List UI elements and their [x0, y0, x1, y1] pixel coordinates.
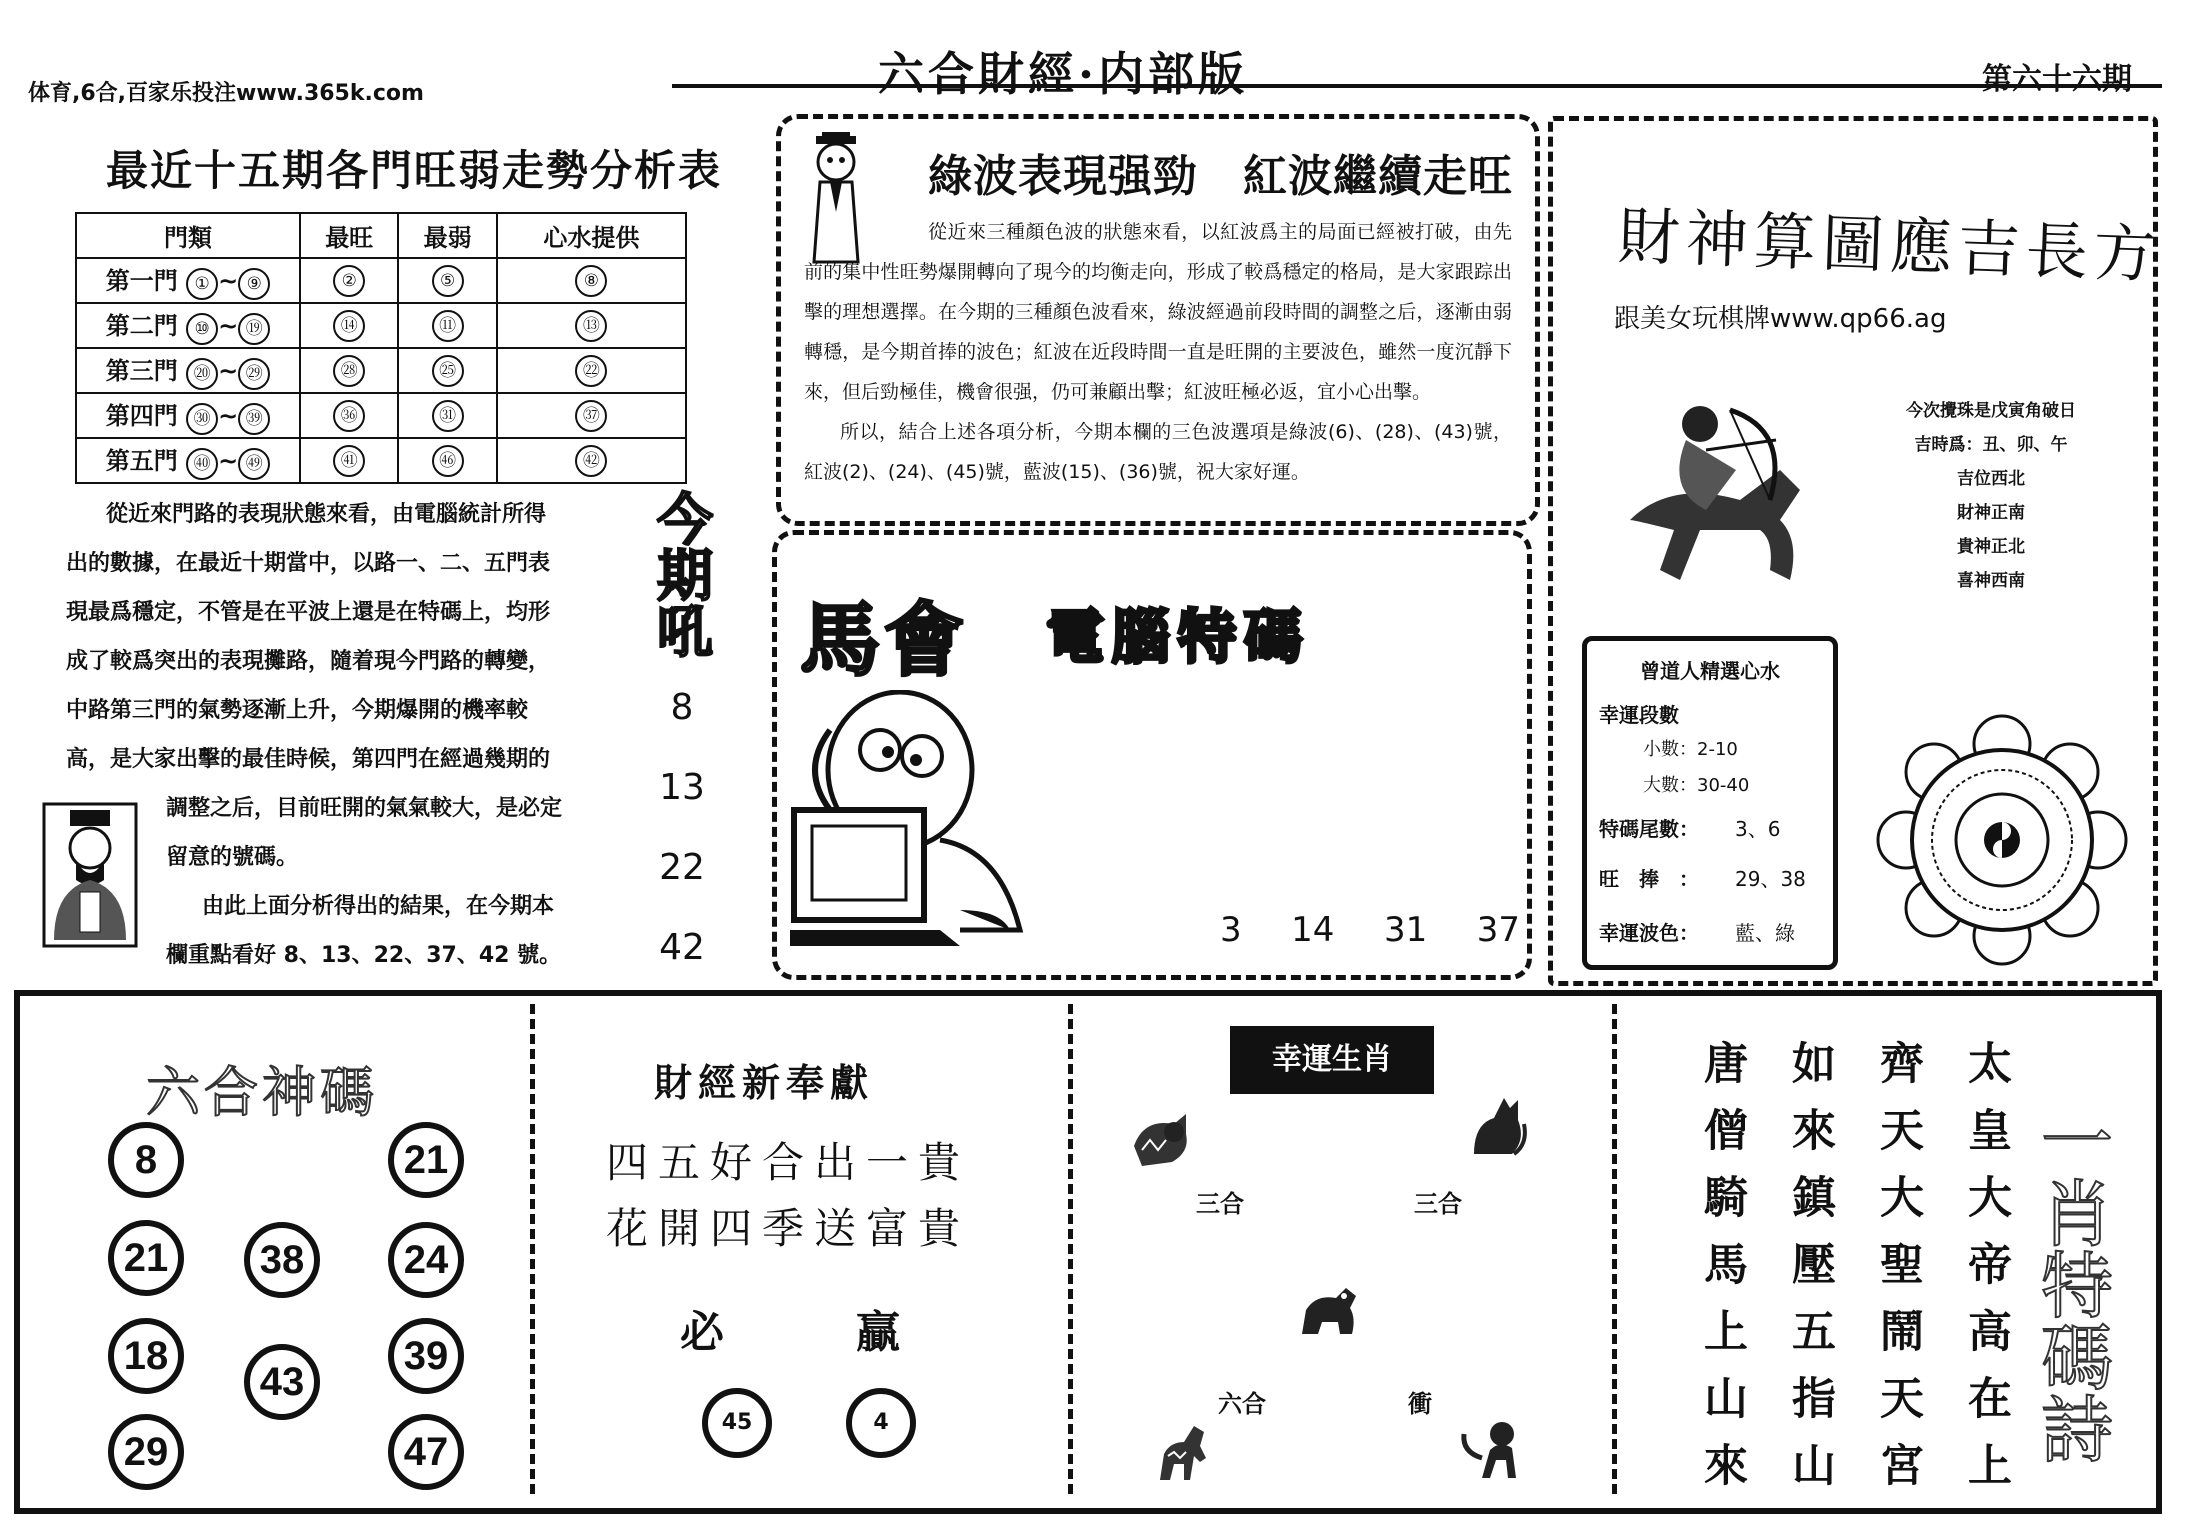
- analysis-title: 最近十五期各門旺弱走勢分析表: [106, 146, 723, 195]
- large-range: 大數：30-40: [1643, 775, 1750, 796]
- tip-cell: ㊷: [497, 438, 686, 483]
- divider: [1612, 1004, 1617, 1494]
- side-number: 13: [659, 767, 705, 808]
- sanhe-label-right: 三合: [1414, 1190, 1462, 1218]
- color-value: 藍、綠: [1735, 921, 1795, 945]
- max-cell: ㉘: [300, 348, 398, 393]
- column-header: 最旺: [300, 213, 398, 258]
- max-cell: ⑭: [300, 303, 398, 348]
- side-numbers: [642, 668, 722, 988]
- horse-title: 馬會: [800, 593, 968, 687]
- shenma-ball: 21: [108, 1220, 184, 1296]
- god-ad: 跟美女玩棋牌www.qp66.ag: [1614, 304, 1947, 334]
- divider: [530, 1004, 535, 1494]
- archer-rider-icon: [1590, 370, 1850, 620]
- wang-label: 旺 捧 ：: [1599, 867, 1699, 891]
- masthead: 六合財經·内部版: [878, 47, 1249, 101]
- tip-cell: ⑬: [497, 303, 686, 348]
- shenma-ball: 39: [388, 1318, 464, 1394]
- sanhe-label-left: 三合: [1196, 1190, 1244, 1218]
- column-header: 門類: [76, 213, 300, 258]
- max-cell: ②: [300, 258, 398, 303]
- color-label: 幸運波色：: [1599, 921, 1699, 945]
- shenma-ball: 8: [108, 1122, 184, 1198]
- wave-title: 綠波表現强勁 紅波繼續走旺: [928, 151, 1513, 202]
- row-label: 第三門 ⑳ ~ ㉙: [76, 348, 300, 393]
- god-info: 今次攪珠是戊寅角破日 吉時爲：丑、卯、午 吉位西北 財神正南 貴神正北 喜神西南: [1906, 401, 2076, 591]
- lucky-ball: 4: [846, 1388, 916, 1458]
- row-label: 第二門 ⑩ ~ ⑲: [76, 303, 300, 348]
- analysis-table: [75, 212, 687, 484]
- min-cell: ㉕: [398, 348, 496, 393]
- zodiac-title: 幸運生肖: [1230, 1026, 1434, 1094]
- lucky-ball: 45: [702, 1388, 772, 1458]
- poem-column: 太皇大帝高在上: [1960, 1040, 2011, 1509]
- lucky-label: 幸運段數: [1599, 703, 1679, 727]
- min-cell: ⑪: [398, 303, 496, 348]
- shenma-title: 六合神碼: [146, 1061, 378, 1124]
- bi-char: 必: [680, 1307, 724, 1358]
- table-row: [76, 303, 686, 348]
- cartoon-computer-icon: [790, 690, 1050, 950]
- column-header: 心水提供: [497, 213, 686, 258]
- chong-label: 衝: [1408, 1390, 1432, 1418]
- tip-cell: ㉒: [497, 348, 686, 393]
- poem-column: 唐僧騎馬上山來: [1696, 1040, 1747, 1509]
- god-title: 財神算圖應吉長方: [1616, 199, 2163, 292]
- min-cell: ㊻: [398, 438, 496, 483]
- analysis-paragraph: 從近來門路的表現狀態來看，由電腦統計所得 出的數據，在最近十期當中，以路一、二、五門表 現最爲穩定，不管是在平波上還是在特碼上，均形 成了較爲突出的表現攤路，隨着現今門路的轉變， 中路第三門的氣勢逐漸上升，今期爆開的機率較 高，是大家出擊的最佳時候，第四門在經過幾期的 調整之后，目前旺開的氣氣較大，是必定 留意的號碼。 由此上面分析得出的結果，在今期本 欄重點看好 8、13、22、37、42 號。: [66, 502, 563, 968]
- horse-number: 37: [1476, 910, 1520, 950]
- max-cell: ㊶: [300, 438, 398, 483]
- side-number: 42: [659, 927, 705, 968]
- small-range: 小數：2-10: [1643, 739, 1738, 760]
- ying-char: 贏: [856, 1307, 900, 1358]
- horse-number: 31: [1383, 910, 1428, 950]
- computer-code-title: 電腦特碼: [1046, 603, 1311, 671]
- row-label: 第五門 ㊵ ~ ㊾: [76, 438, 300, 483]
- table-row: [76, 258, 686, 303]
- tip-cell: ㊲: [497, 393, 686, 438]
- divider: [1068, 1004, 1073, 1494]
- poem-column: 如來鎮壓五指山: [1784, 1040, 1835, 1509]
- dog-icon: [1296, 1284, 1366, 1340]
- horse-number: 14: [1291, 910, 1335, 950]
- shenma-ball: 43: [244, 1344, 320, 1420]
- row-label: 第四門 ㉚ ~ ㊴: [76, 393, 300, 438]
- tail-label: 特碼尾數：: [1599, 817, 1699, 841]
- monkey-icon: [1458, 1418, 1528, 1484]
- row-label: 第一門 ① ~ ⑨: [76, 258, 300, 303]
- left-ad: 体育,6合,百家乐投注www.365k.com: [28, 81, 424, 106]
- tail-value: 3、6: [1735, 817, 1781, 841]
- min-cell: ⑤: [398, 258, 496, 303]
- side-title: 今期吼: [648, 490, 714, 658]
- table-row: [76, 438, 686, 483]
- wave-paragraph: 從近來三種顏色波的狀態來看，以紅波爲主的局面已經被打破，由先前的集中性旺勢爆開轉向了現今的均衡走向，形成了較爲穩定的格局，是大家跟踪出擊的理想選擇。在今期的三種顏色波看來，綠波經過前段時間的調整之后，逐漸由弱轉穩，是今期首捧的波色；紅波在近段時間一直是旺開的主要波色，雖然一度沉靜下來，但后勁極佳，機會很强，仍可兼顧出擊；紅波旺極必返，宜小心出擊。 所以，結合上述各項分析，今期本欄的三色波選項是綠波(6)、(28)、(43)號，紅波(2)、(24)、(45)號，藍波(15)、(36)號，祝大家好運。: [804, 221, 1512, 483]
- shenma-ball: 24: [388, 1222, 464, 1298]
- poem-side-title: 一肖特碼詩: [2029, 1104, 2113, 1464]
- shenma-ball: 47: [388, 1414, 464, 1490]
- side-number: 8: [670, 687, 694, 728]
- shenma-ball: 21: [388, 1122, 464, 1198]
- min-cell: ㉛: [398, 393, 496, 438]
- poem-column: 齊天大聖鬧天宮: [1872, 1040, 1923, 1509]
- tips-card: [1582, 636, 1838, 970]
- column-header: 最弱: [398, 213, 496, 258]
- table-row: [76, 393, 686, 438]
- shenma-ball: 38: [244, 1222, 320, 1298]
- cat-icon: [1466, 1092, 1530, 1160]
- horse-icon: [1152, 1422, 1212, 1484]
- shenma-ball: 18: [108, 1318, 184, 1394]
- caijing-line1: 四五好合出一貴: [606, 1138, 971, 1187]
- card-title: 曾道人精選心水: [1640, 659, 1780, 683]
- caijing-title: 財經新奉獻: [654, 1060, 875, 1105]
- table-header-row: [76, 213, 686, 258]
- horse-number: 3: [1220, 910, 1242, 950]
- wang-value: 29、38: [1735, 867, 1806, 891]
- shenma-ball: 29: [108, 1414, 184, 1490]
- max-cell: ㊱: [300, 393, 398, 438]
- caijing-line2: 花開四季送富貴: [606, 1204, 971, 1253]
- liuhe-label: 六合: [1218, 1390, 1266, 1418]
- tiger-icon: [1128, 1110, 1192, 1174]
- side-number: 22: [659, 847, 705, 888]
- compass-wheel-icon: [1872, 710, 2132, 970]
- issue-number: 第六十六期: [1982, 62, 2132, 97]
- tip-cell: ⑧: [497, 258, 686, 303]
- table-row: [76, 348, 686, 393]
- deity-figure-icon: [40, 800, 140, 950]
- horse-numbers: [1220, 910, 1520, 950]
